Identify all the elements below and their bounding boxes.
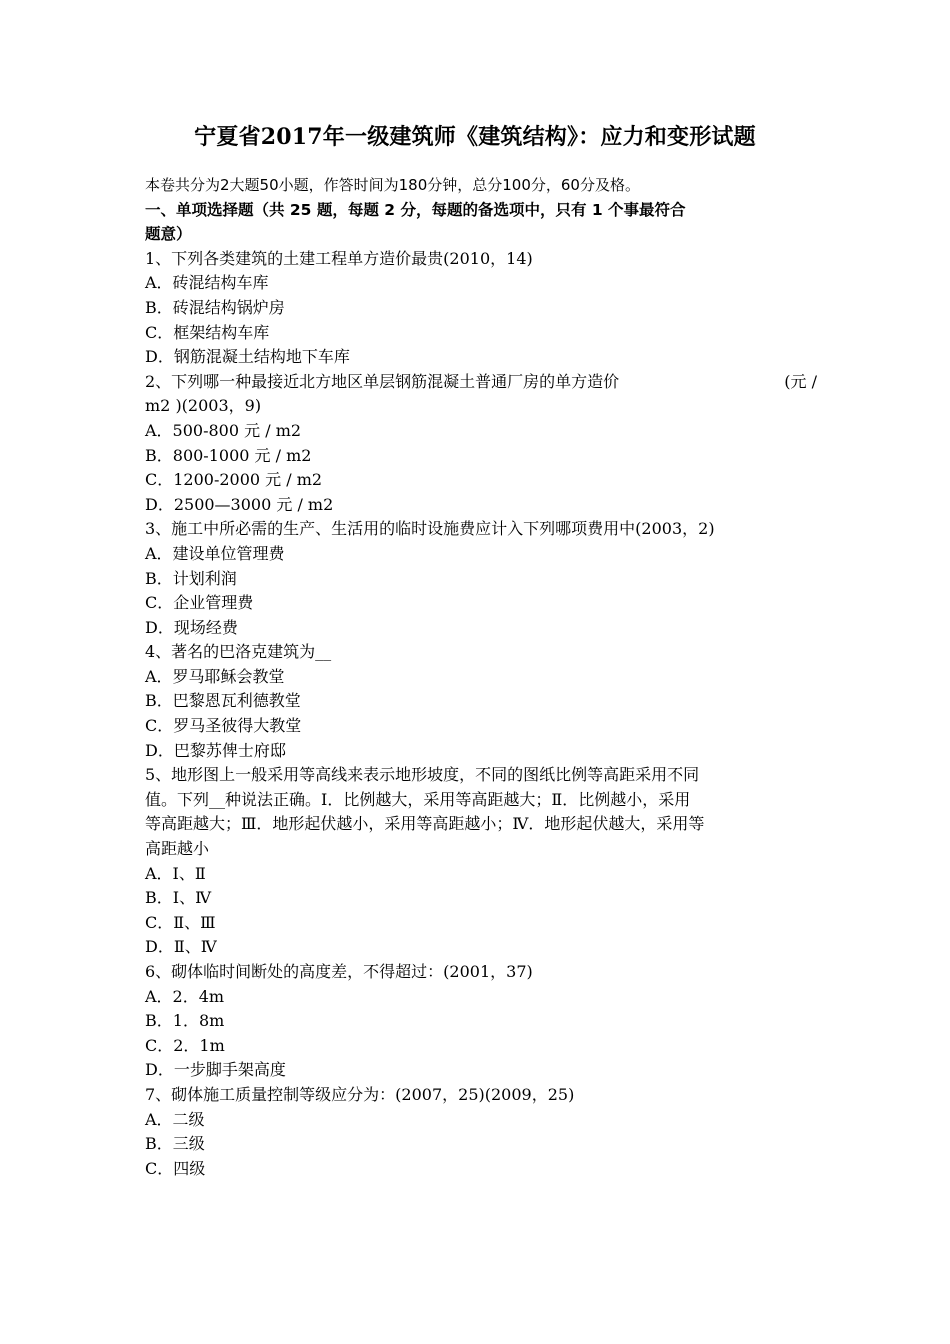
question-2-option-c: C．1200-2000 元 / m2 (145, 470, 323, 490)
document-body (145, 173, 817, 1181)
question-5-option-d: D．Ⅱ、Ⅳ (145, 937, 217, 957)
question-2-stem-text: 2、下列哪一种最接近北方地区单层钢筋混凝土普通厂房的单方造价 (145, 371, 620, 391)
question-6-option-b: B．1．8m (145, 1011, 225, 1031)
question-3-stem: 3、施工中所必需的生产、生活用的临时设施费应计入下列哪项费用中(2003，2) (145, 519, 715, 539)
question-5-stem: 5、地形图上一般采用等高线来表示地形坡度，不同的图纸比例等高距采用不同 (145, 765, 700, 785)
question-1-option-d: D．钢筋混凝土结构地下车库 (145, 347, 350, 367)
question-3-option-d: D．现场经费 (145, 617, 238, 637)
question-1-option-c: C．框架结构车库 (145, 322, 270, 342)
question-2-stem (145, 370, 817, 395)
question-2-option-a: A．500-800 元 / m2 (145, 420, 302, 440)
exam-intro: 本卷共分为2大题50小题，作答时间为180分钟，总分100分，60分及格。 (145, 176, 640, 194)
question-6-option-c: C．2．1m (145, 1035, 225, 1055)
question-1-stem: 1、下列各类建筑的土建工程单方造价最贵(2010，14) (145, 248, 533, 268)
question-1-option-a: A．砖混结构车库 (145, 273, 269, 293)
question-3-option-a: A．建设单位管理费 (145, 543, 285, 563)
question-4-option-d: D．巴黎苏俾士府邸 (145, 740, 286, 760)
question-7-option-a: A．二级 (145, 1109, 205, 1129)
question-1-option-b: B．砖混结构锅炉房 (145, 297, 285, 317)
question-6-option-d: D．一步脚手架高度 (145, 1060, 286, 1080)
question-4-stem: 4、著名的巴洛克建筑为__ (145, 642, 332, 662)
question-7-option-b: B．三级 (145, 1134, 205, 1154)
document-title: 宁夏省2017年一级建筑师《建筑结构》：应力和变形试题 (194, 124, 756, 150)
question-7-option-c: C．四级 (145, 1158, 206, 1178)
question-5-option-a: A．Ⅰ、Ⅱ (145, 863, 206, 883)
section-heading: 一、单项选择题（共 25 题，每题 2 分，每题的备选项中，只有 1 个事最符合 (145, 200, 686, 219)
question-4-option-c: C．罗马圣彼得大教堂 (145, 716, 302, 736)
question-2-option-b: B．800-1000 元 / m2 (145, 445, 312, 465)
question-7-stem: 7、砌体施工质量控制等级应分为：(2007，25)(2009，25) (145, 1084, 575, 1104)
question-5-stem-continued: 值。下列__种说法正确。Ⅰ．比例越大，采用等高距越大；Ⅱ．比例越小，采用 (145, 789, 691, 809)
question-6-stem: 6、砌体临时间断处的高度差，不得超过：(2001，37) (145, 962, 533, 981)
question-2-option-d: D．2500—3000 元 / m2 (145, 494, 334, 514)
question-3-option-b: B．计划利润 (145, 568, 237, 588)
section-heading-continued: 题意） (145, 225, 192, 244)
question-4-option-a: A．罗马耶稣会教堂 (145, 666, 285, 686)
question-2-unit: (元 / (784, 371, 817, 391)
question-5-stem-continued: 等高距越大；Ⅲ．地形起伏越小，采用等高距越小；Ⅳ．地形起伏越大，采用等 (145, 814, 705, 834)
question-2-stem-continued: m2 )(2003，9) (145, 396, 262, 416)
question-3-option-c: C．企业管理费 (145, 593, 254, 613)
question-5-stem-continued: 高距越小 (145, 839, 210, 859)
question-5-option-b: B．Ⅰ、Ⅳ (145, 888, 212, 908)
question-5-option-c: C．Ⅱ、Ⅲ (145, 912, 216, 932)
question-6-option-a: A．2．4m (145, 986, 225, 1006)
question-4-option-b: B．巴黎恩瓦利德教堂 (145, 691, 301, 711)
